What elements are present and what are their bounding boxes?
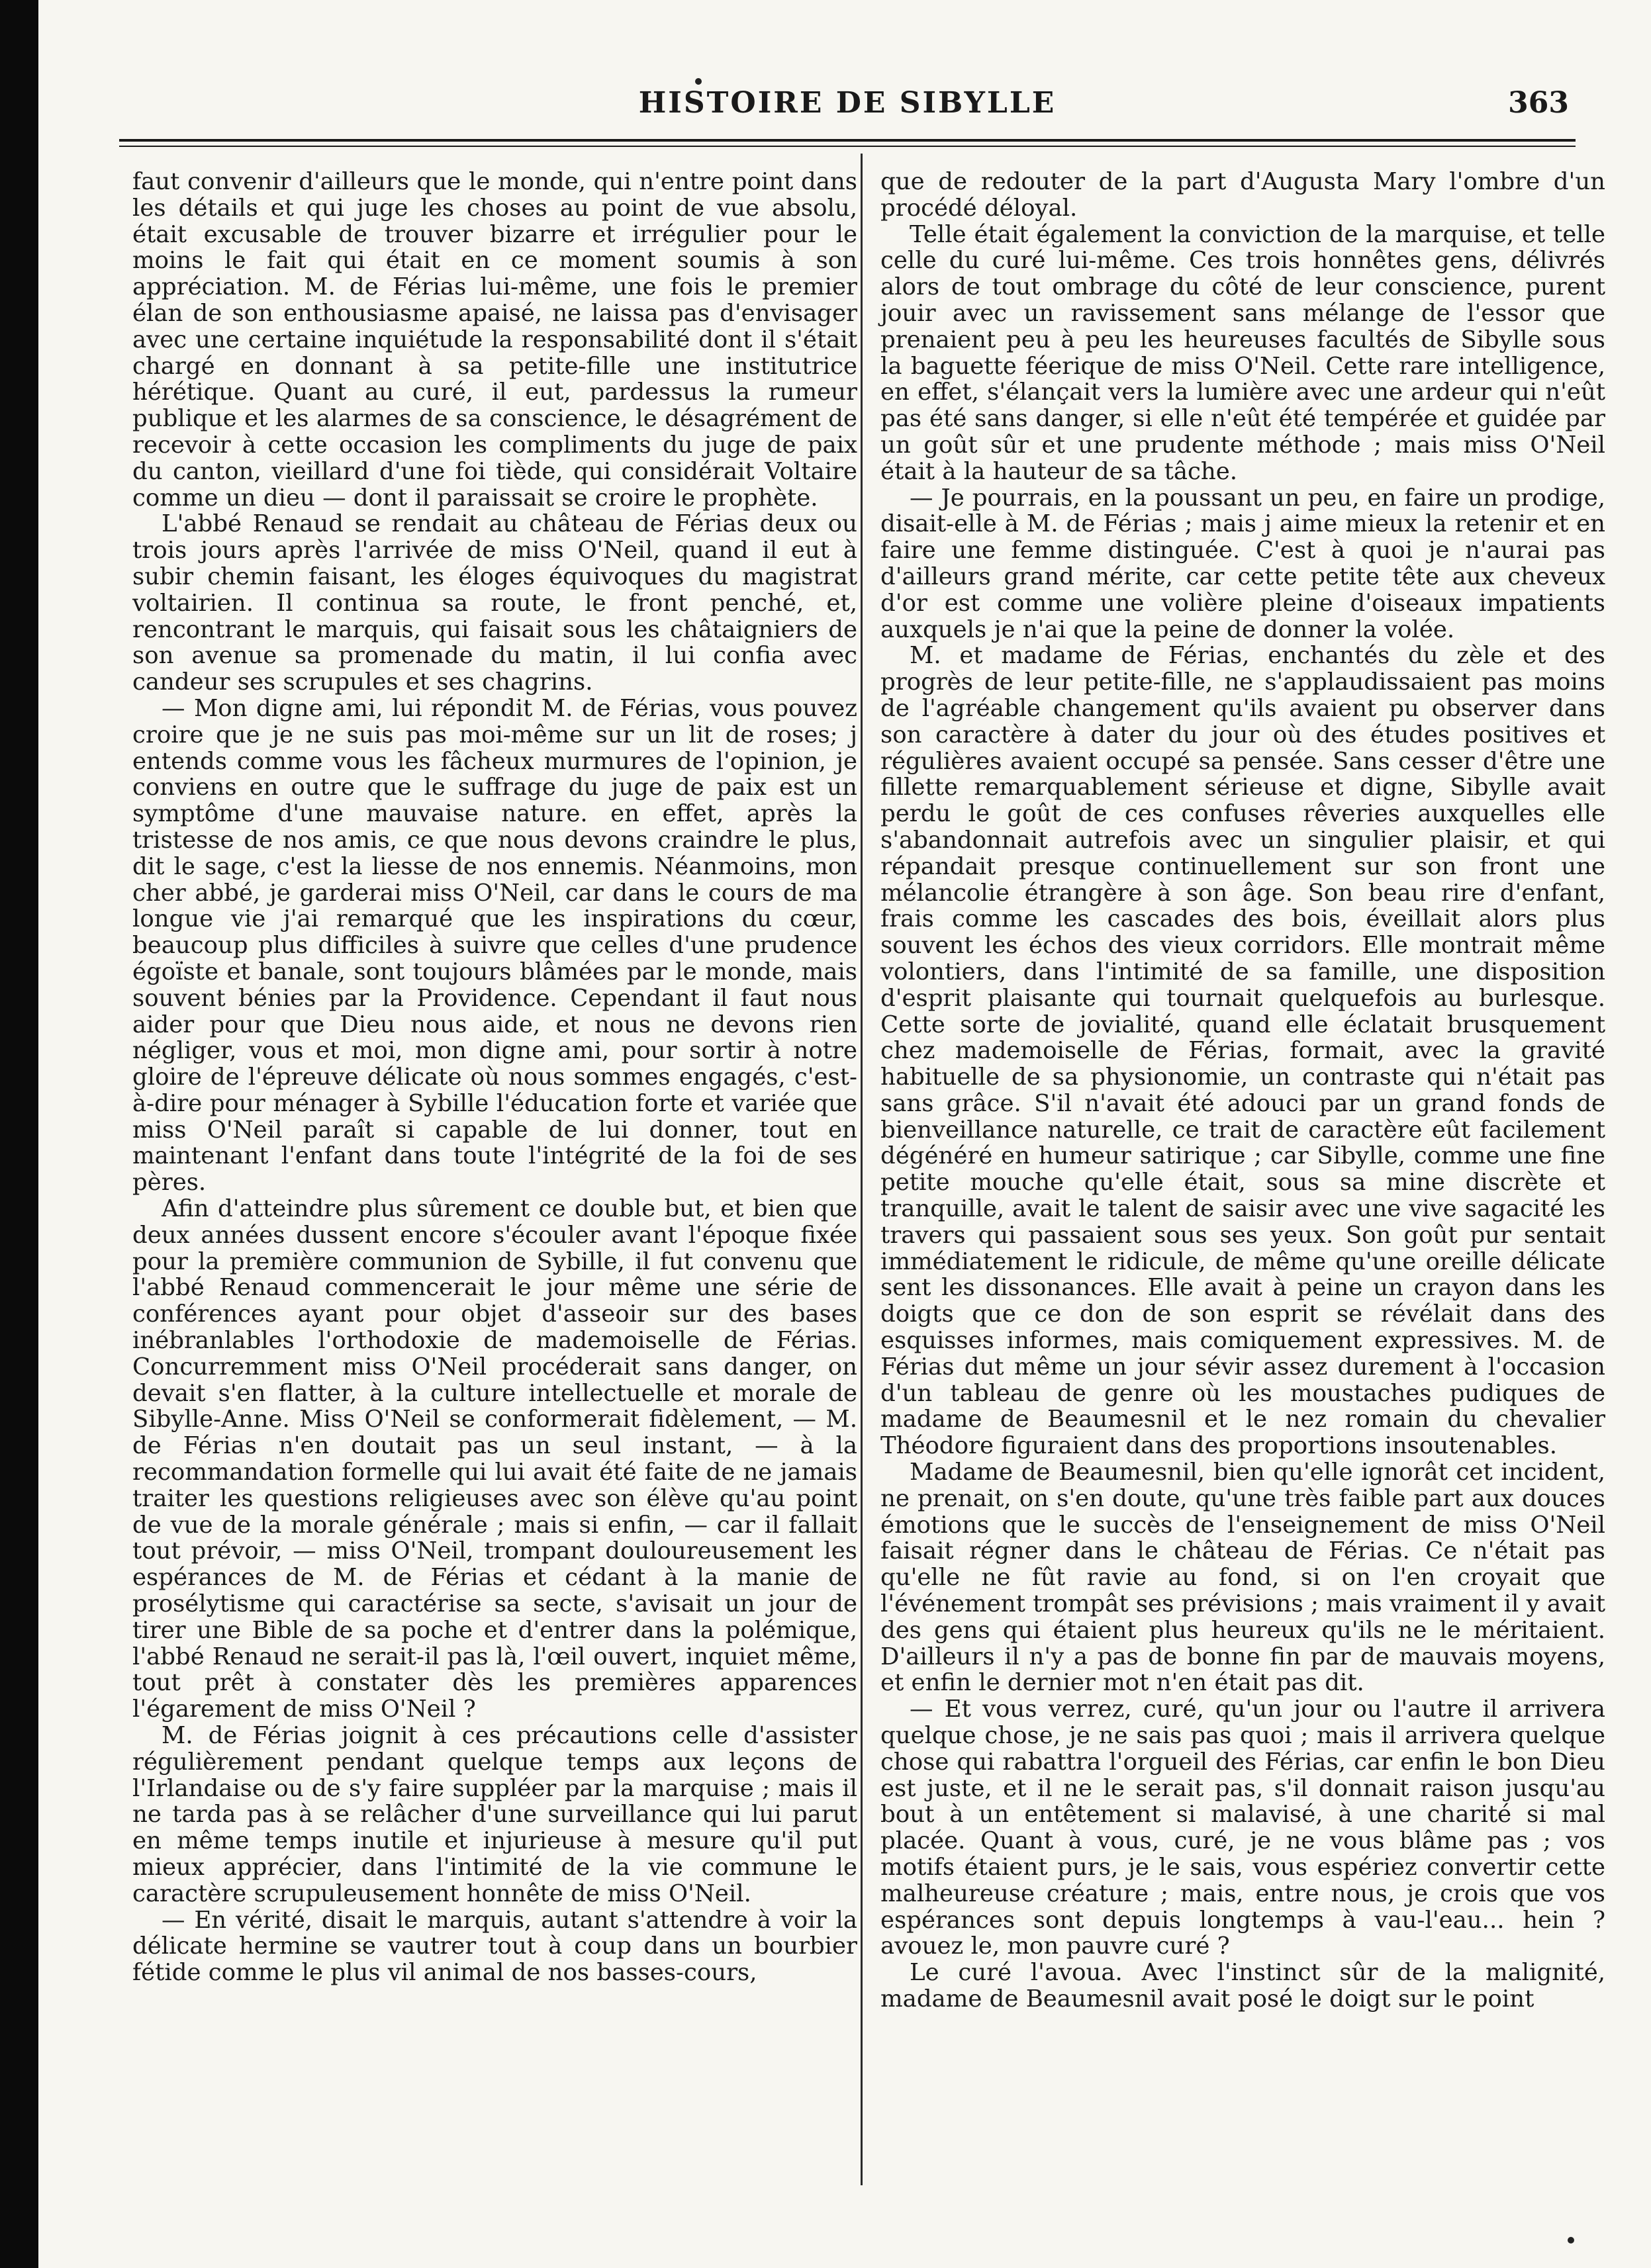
- paragraph: que de redouter de la part d'Augusta Mary l'ombre d'un procédé déloyal.: [880, 168, 1605, 222]
- column-divider: [861, 154, 863, 2185]
- paragraph: M. et madame de Férias, enchantés du zèle et des progrès de leur petite-fille, ne s'applaudissaient pas moins de l'agréable changement qu'ils avaient pu observer dans son caractère à dater du jour où des études positives et régulières avaient occupé sa pensée. Sans cesser d'être une fillette remarquablement sérieuse et digne, Sibylle avait perdu le goût de ces confuses rêveries auxquelles elle s'abandonnait autrefois avec un singulier plaisir, et qui répandait presque continuellement sur son front une mélancolie étrangère à son âge. Son beau rire d'enfant, frais comme les cascades des bois, éveillait alors plus souvent les échos des vieux corridors. Elle montrait même volontiers, dans l'intimité de sa famille, une disposition d'esprit plaisante qui tournait quelquefois au burlesque. Cette sorte de jovialité, quand elle éclatait brusquement chez mademoiselle de Férias, formait, avec la gravité habituelle de sa physionomie, un contraste qui n'était pas sans grâce. S'il n'avait été adouci par un grand fonds de bienveillance naturelle, ce trait de caractère eût facilement dégénéré en humeur satirique ; car Sibylle, comme une fine petite mouche qu'elle était, sous sa mine discrète et tranquille, avait le talent de saisir avec une vive sagacité les travers qui passaient sous ses yeux. Son goût pur sentait immédiatement le ridicule, de même qu'une oreille délicate sent les dissonances. Elle avait à peine un crayon dans les doigts que ce don de son esprit se révélait dans des esquisses informes, mais comiquement expressives. M. de Férias dut même un jour sévir assez durement à l'occasion d'un tableau de genre où les moustaches pudiques de madame de Beaumesnil et le nez romain du chevalier Théodore figuraient dans des proportions insoutenables.: [880, 642, 1605, 1460]
- paragraph: faut convenir d'ailleurs que le monde, qui n'entre point dans les détails et qui juge les choses au point de vue absolu, était excusable de trouver bizarre et irrégulier pour le moins le fait qui était en ce moment soumis à son appréciation. M. de Férias lui-même, une fois le premier élan de son enthousiasme apaisé, ne laissa pas d'envisager avec une certaine inquiétude la responsabilité dont il s'était chargé en donnant à sa petite-fille une institutrice hérétique. Quant au curé, il eut, pardessus la rumeur publique et les alarmes de sa conscience, le désagrément de recevoir à cette occasion les compliments du juge de paix du canton, vieillard d'une foi tiède, qui considérait Voltaire comme un dieu — dont il paraissait se croire le prophète.: [132, 168, 857, 512]
- header-rule-thick: [119, 139, 1576, 142]
- paragraph: — Et vous verrez, curé, qu'un jour ou l'autre il arrivera quelque chose, je ne sais pas quoi ; mais il arrivera quelque chose qui rabattra l'orgueil des Férias, car enfin le bon Dieu est juste, et il ne le serait pas, s'il donnait raison jusqu'au bout à un entêtement si malavisé, à une charité si mal placée. Quant à vous, curé, je ne vous blâme pas ; vos motifs étaient purs, je le sais, vous espériez convertir cette malheureuse créature ; mais, entre nous, je crois que vos espérances sont depuis longtemps à vau-l'eau... hein ? avouez le, mon pauvre curé ?: [880, 1696, 1605, 1960]
- ink-speck: [695, 78, 702, 85]
- text-column-right: [880, 169, 1605, 2013]
- page-header: [119, 86, 1576, 132]
- paragraph: L'abbé Renaud se rendait au château de Férias deux ou trois jours après l'arrivée de miss O'Neil, quand il eut à subir chemin faisant, les éloges équivoques du magistrat voltairien. Il continua sa route, le front penché, et, rencontrant le marquis, qui faisait sous les châtaigniers de son avenue sa promenade du matin, il lui confia avec candeur ses scrupules et ses chagrins.: [132, 510, 857, 696]
- paragraph: Le curé l'avoua. Avec l'instinct sûr de la malignité, madame de Beaumesnil avait posé le doigt sur le point: [880, 1959, 1605, 2013]
- paragraph: Madame de Beaumesnil, bien qu'elle ignorât cet incident, ne prenait, on s'en doute, qu'une très faible part aux douces émotions que le succès de l'enseignement de miss O'Neil faisait régner dans le château de Férias. Ce n'était pas qu'elle ne fût ravie au fond, si on l'en croyait que l'événement trompât ses prévisions ; mais vraiment il y avait des gens qui étaient plus heureux qu'ils ne le méritaient. D'ailleurs il n'y a pas de bonne fin par de mauvais moyens, et enfin le dernier mot n'en était pas dit.: [880, 1459, 1605, 1697]
- text-column-left: [132, 169, 857, 1986]
- running-title: HISTOIRE DE SIBYLLE: [638, 86, 1057, 120]
- paragraph: — Je pourrais, en la poussant un peu, en faire un prodige, disait-elle à M. de Férias ; mais j aime mieux la retenir et en faire une femme distinguée. C'est à quoi je n'aurai pas d'ailleurs grand mérite, car cette petite tête aux cheveux d'or est comme une volière pleine d'oiseaux impatients auxquels je n'ai que la peine de donner la volée.: [880, 484, 1605, 643]
- header-rule-thin: [119, 146, 1576, 147]
- paragraph: — En vérité, disait le marquis, autant s'attendre à voir la délicate hermine se vautrer tout à coup dans un bourbier fétide comme le plus vil animal de nos basses-cours,: [132, 1906, 857, 1987]
- paragraph: Telle était également la conviction de la marquise, et telle celle du curé lui-même. Ces trois honnêtes gens, délivrés alors de tout ombrage du côté de leur conscience, purent jouir avec un ravissement sans mélange de l'essor que prenaient peu à peu les heureuses facultés de Sibylle sous la baguette féerique de miss O'Neil. Cette rare intelligence, en effet, s'élançait vers la lumière avec une ardeur qui n'eût pas été sans danger, si elle n'eût été tempérée et guidée par un goût sûr et une prudente méthode ; mais miss O'Neil était à la hauteur de sa tâche.: [880, 220, 1605, 485]
- paragraph: Afin d'atteindre plus sûrement ce double but, et bien que deux années dussent encore s'écouler avant l'époque fixée pour la première communion de Sybille, il fut convenu que l'abbé Renaud commencerait le jour même une série de conférences ayant pour objet d'asseoir sur des bases inébranlables l'orthodoxie de mademoiselle de Férias. Concurremment miss O'Neil procéderait sans danger, on devait s'en flatter, à la culture intellectuelle et morale de Sibylle-Anne. Miss O'Neil se conformerait fidèlement, — M. de Férias n'en doutait pas un seul instant, — à la recommandation formelle qui lui avait été faite de ne jamais traiter les questions religieuses avec son élève qu'au point de vue de la morale générale ; mais si enfin, — car il fallait tout prévoir, — miss O'Neil, trompant douloureusement les espérances de M. de Férias et cédant à la manie de prosélytisme qui caractérise sa secte, s'avisait un jour de tirer une Bible de sa poche et d'entrer dans la polémique, l'abbé Renaud ne serait-il pas là, l'œil ouvert, inquiet même, tout prêt à constater dès les premières apparences l'égarement de miss O'Neil ?: [132, 1195, 857, 1723]
- page-number: 363: [1508, 86, 1569, 120]
- paragraph: M. de Férias joignit à ces précautions celle d'assister régulièrement pendant quelque temps aux leçons de l'Irlandaise ou de s'y faire suppléer par la marquise ; mais il ne tarda pas à se relâcher d'une surveillance qui lui parut en même temps inutile et injurieuse à mesure qu'il put mieux apprécier, dans l'intimité de la vie commune le caractère scrupuleusement honnête de miss O'Neil.: [132, 1722, 857, 1907]
- ink-speck: [1568, 2237, 1574, 2244]
- page-binding-edge: [0, 0, 38, 2268]
- paragraph: — Mon digne ami, lui répondit M. de Férias, vous pouvez croire que je ne suis pas moi-même sur un lit de roses; j entends comme vous les fâcheux murmures de l'opinion, je conviens en outre que le suffrage du juge de paix est un symptôme d'une mauvaise nature. en effet, après la tristesse de nos amis, ce que nous devons craindre le plus, dit le sage, c'est la liesse de nos ennemis. Néanmoins, mon cher abbé, je garderai miss O'Neil, car dans le cours de ma longue vie j'ai remarqué que les inspirations du cœur, beaucoup plus difficiles à suivre que celles d'une prudence égoïste et banale, sont toujours blâmées par le monde, mais souvent bénies par la Providence. Cependant il faut nous aider pour que Dieu nous aide, et nous ne devons rien négliger, vous et moi, mon digne ami, pour sortir à notre gloire de l'épreuve délicate où nous sommes engagés, c'est-à-dire pour ménager à Sybille l'éducation forte et variée que miss O'Neil paraît si capable de lui donner, tout en maintenant l'enfant dans toute l'intégrité de la foi de ses pères.: [132, 694, 857, 1197]
